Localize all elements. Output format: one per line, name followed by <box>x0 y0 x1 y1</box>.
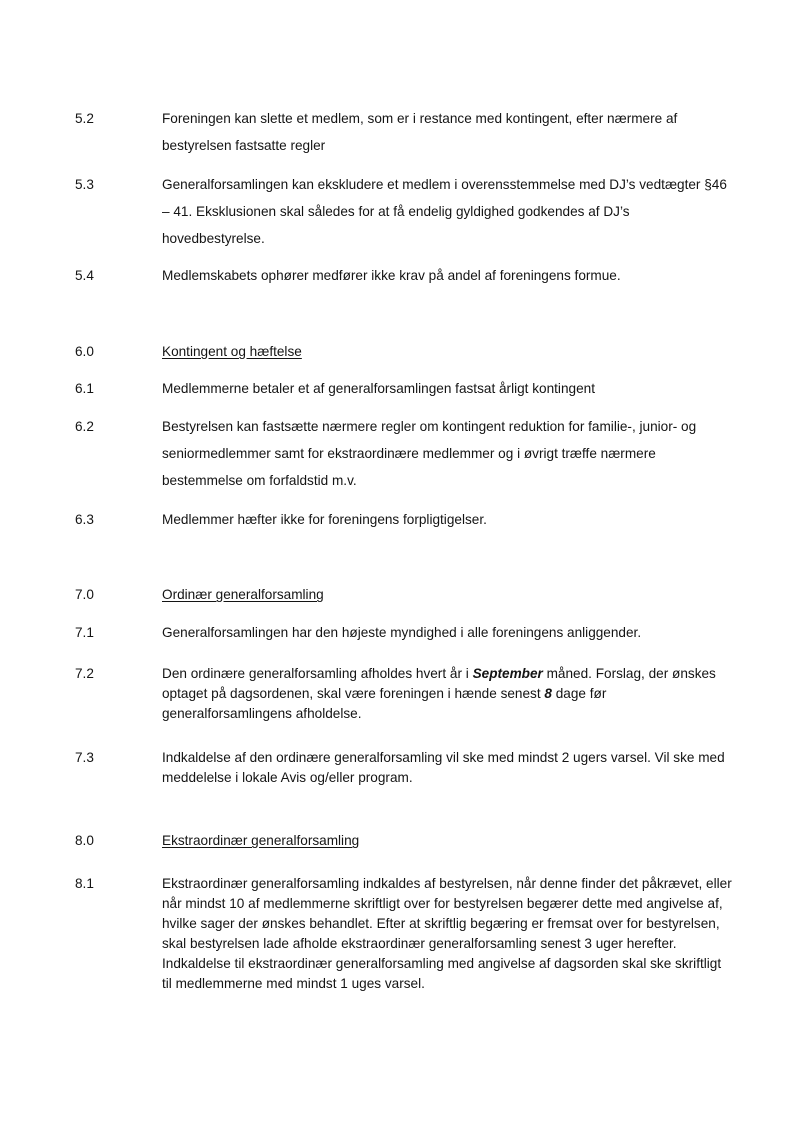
clause-number: 5.3 <box>75 177 94 192</box>
clause-text: Den ordinære generalforsamling afholdes hvert år i September måned. Forslag, der ønskes optaget på dagsordenen, skal være foreningen i hænde senest 8 dage før generalforsamlingens afholdelse. <box>162 666 716 721</box>
emphasis-month: September <box>472 666 543 681</box>
clause-text: Generalforsamlingen kan ekskludere et medlem i overensstemmelse med DJ’s vedtægter §46 – 41. Eksklusionen skal således for at få endelig gyldighed godkendes af DJ’s hovedbestyrelse. <box>162 177 727 246</box>
section-number: 6.0 <box>75 344 94 359</box>
clause-number: 7.3 <box>75 750 94 765</box>
clause-text: Medlemmer hæfter ikke for foreningens forpligtigelser. <box>162 512 487 527</box>
clause-number: 6.3 <box>75 512 94 527</box>
clause-number: 8.1 <box>75 876 94 891</box>
clause-text: Medlemskabets ophører medfører ikke krav på andel af foreningens formue. <box>162 268 621 283</box>
section-title: Ekstraordinær generalforsamling <box>162 833 360 848</box>
section-title: Kontingent og hæftelse <box>162 344 302 359</box>
clause-number: 7.1 <box>75 625 94 640</box>
clause-number: 5.2 <box>75 111 94 126</box>
clause-number: 7.2 <box>75 666 94 681</box>
clause-text: Foreningen kan slette et medlem, som er i restance med kontingent, efter nærmere af bestyrelsen fastsatte regler <box>162 111 678 153</box>
clause-number: 5.4 <box>75 268 94 283</box>
section-number: 7.0 <box>75 587 94 602</box>
emphasis-days: 8 <box>544 686 552 701</box>
section-title: Ordinær generalforsamling <box>162 587 324 602</box>
clause-text: Ekstraordinær generalforsamling indkaldes af bestyrelsen, når denne finder det påkrævet, eller når mindst 10 af medlemmerne skriftligt over for bestyrelsen begærer dette med angivelse af, hvilke sager der ønskes behandlet. Efter at skriftlig begæring er fremsat over for bestyrelsen, skal bestyrelsen lade afholde ekstraordinær generalforsamling senest 3 uger herefter. Indkaldelse til ekstraordinær generalforsamling med angivelse af dagsorden skal ske skriftligt til medlemmerne med mindst 1 uges varsel. <box>162 876 732 991</box>
clause-text: Indkaldelse af den ordinære generalforsamling vil ske med mindst 2 ugers varsel. Vil ske med meddelelse i lokale Avis og/eller program. <box>162 750 725 785</box>
clause-number: 6.2 <box>75 419 94 434</box>
section-number: 8.0 <box>75 833 94 848</box>
clause-number: 6.1 <box>75 381 94 396</box>
clause-text: Bestyrelsen kan fastsætte nærmere regler om kontingent reduktion for familie-, junior- og seniormedlemmer samt for ekstraordinære medlemmer og i øvrigt træffe nærmere bestemmelse om forfaldstid m.v. <box>162 419 697 488</box>
clause-text: Medlemmerne betaler et af generalforsamlingen fastsat årligt kontingent <box>162 381 595 396</box>
clause-text: Generalforsamlingen har den højeste myndighed i alle foreningens anliggender. <box>162 625 642 640</box>
